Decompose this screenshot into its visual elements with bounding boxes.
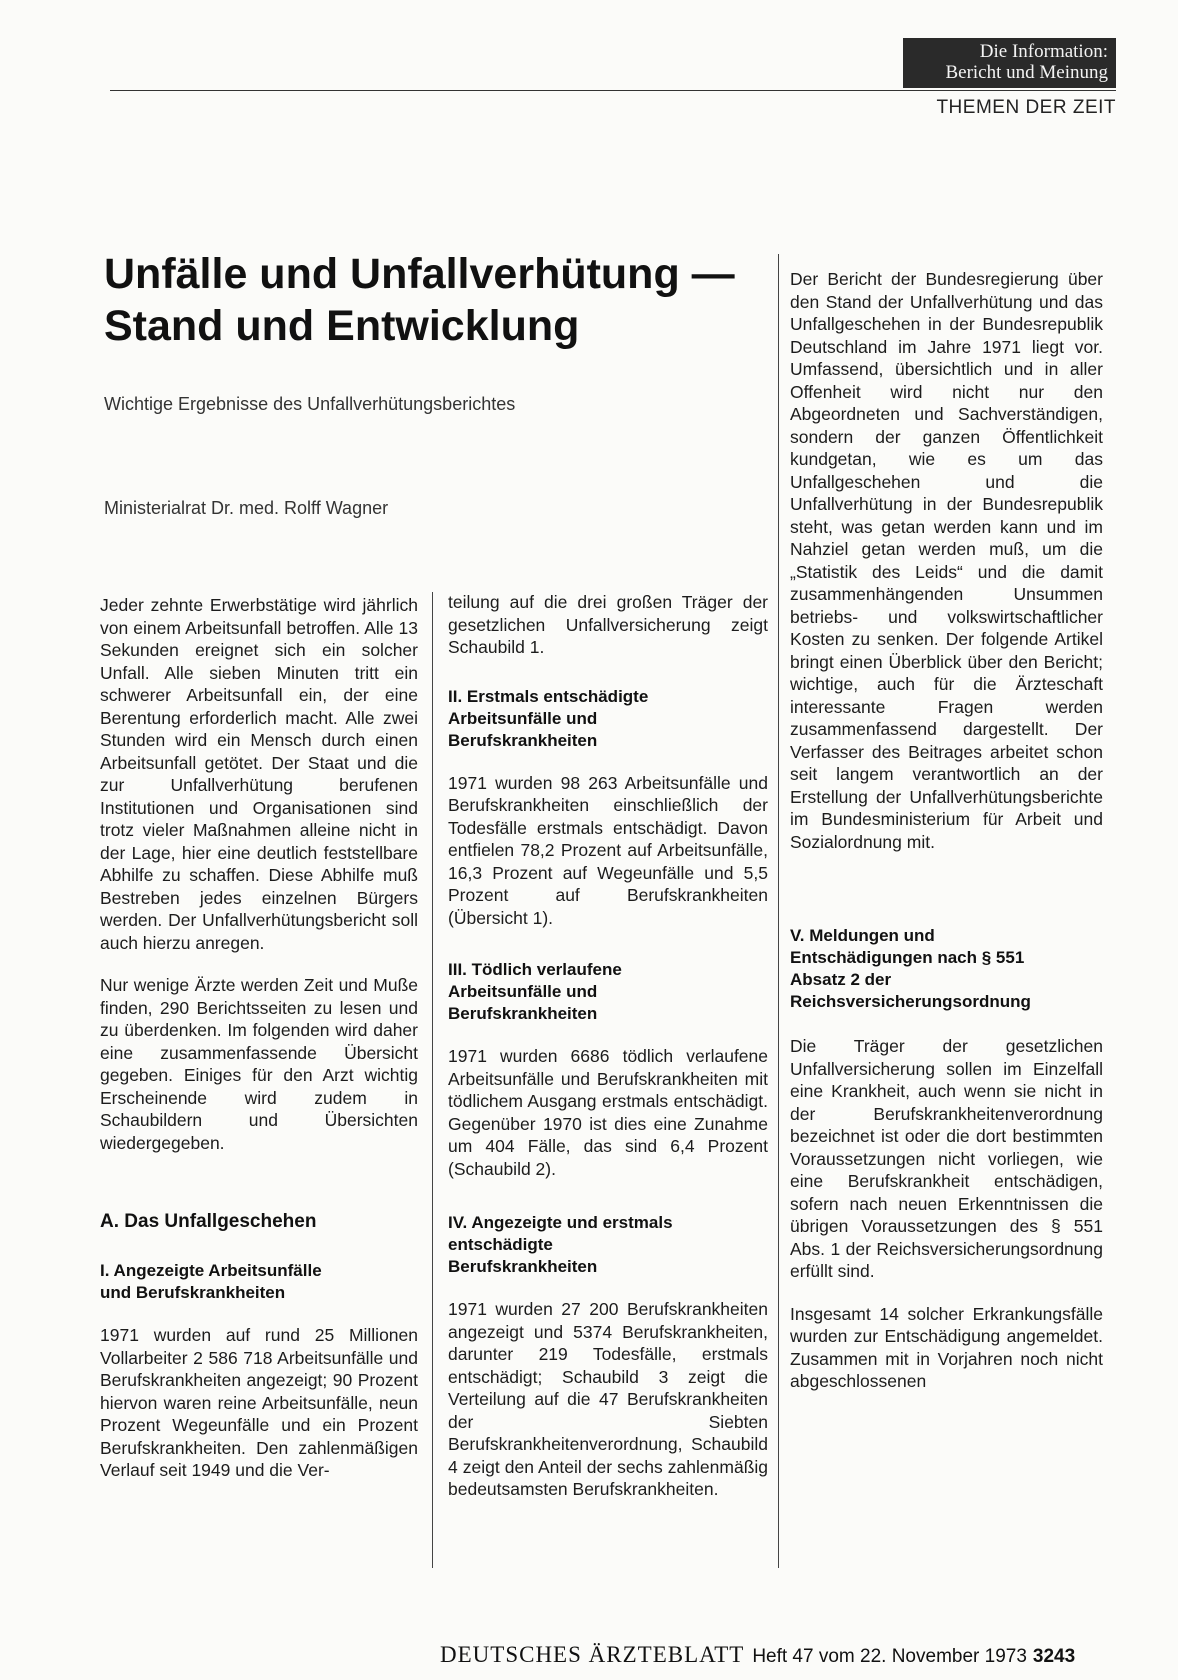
running-head: THEMEN DER ZEIT bbox=[936, 97, 1116, 118]
paragraph: Nur wenige Ärzte werden Zeit und Muße finden, 290 Berichtsseiten zu lesen und zu überdenken. Im folgenden wird daher eine zusammenfassende Übersicht gegeben. Einiges für den Arzt wichtig Erscheinende wird zudem in Schaubildern und Übersichten wiedergegeben. bbox=[100, 975, 418, 1153]
column-left bbox=[100, 594, 418, 1482]
subsection-heading-5: V. Meldungen und Entschädigungen nach § 551 Absatz 2 der Reichsversicherungsordnung bbox=[790, 926, 1031, 1011]
section-badge-line1: Die Information: bbox=[979, 41, 1108, 62]
subsection-heading-2: II. Erstmals entschädigte Arbeitsunfälle und Berufskrankheiten bbox=[448, 686, 649, 750]
intro-paragraph: Der Bericht der Bundesregierung über den Stand der Unfallverhütung und das Unfallgeschehen in der Bundesrepublik Deutschland im Jahre 1971 liegt vor. Umfassend, übersichtlich und in aller Offenheit wird nicht nur den Abgeordneten und Sachverständigen, sondern der ganzen Öffentlichkeit kundgetan, wie es um das Unfallgeschehen und die Unfallverhütung in der Bundesrepublik steht, was getan werden kann und im Nahziel getan werden muß, um die „Statistik des Leids“ und die damit zusammenhängenden Unsummen betriebs- und volkswirtschaftlicher Kosten zu senken. Der folgende Artikel bringt einen Überblick über den Bericht; wichtige, auch für die Ärzteschaft interessante Fragen werden zusammenfassend dargestellt. Der Verfasser des Beitrages arbeitet schon seit langem verantwortlich an der Erstellung der Unfallverhütungsberichte im Bundesministerium für Arbeit und Sozialordnung mit. bbox=[790, 269, 1103, 852]
paragraph: teilung auf die drei großen Träger der gesetzlichen Unfallversicherung zeigt Schaubild 1. bbox=[448, 592, 768, 657]
section-heading-a: A. Das Unfallgeschehen bbox=[100, 1211, 317, 1232]
article-title: Unfälle und Unfallverhütung — Stand und Entwicklung bbox=[104, 250, 735, 350]
paragraph: 1971 wurden 98 263 Arbeitsunfälle und Berufskrankheiten einschließlich der Todesfälle erstmals entschädigt. Davon entfielen 78,2 Prozent auf Arbeitsunfälle, 16,3 Prozent auf Wegeunfälle und 5,5 Prozent auf Berufskrankheiten (Übersicht 1). bbox=[448, 772, 768, 928]
paragraph: 1971 wurden auf rund 25 Millionen Vollarbeiter 2 586 718 Arbeitsunfälle und Berufskrankheiten angezeigt; 90 Prozent hiervon waren reine Arbeitsunfälle, neun Prozent Wegeunfälle und ein Prozent Berufskrankheiten. Den zahlenmäßigen Verlauf seit 1949 und die Ver- bbox=[100, 1325, 418, 1480]
paragraph: Die Träger der gesetzlichen Unfallversicherung sollen im Einzelfall eine Krankheit, auch wenn sie nicht in der Berufskrankheitenverordnung bezeichnet ist oder die dort bestimmten Voraussetzungen nicht vorliegen, wie eine Berufskrankheit entschädigen, sofern nach neuen Erkenntnissen die übrigen Voraussetzungen des § 551 Abs. 1 der Reichsversicherungsordnung erfüllt sind. bbox=[790, 1036, 1103, 1281]
page-footer bbox=[440, 1642, 1075, 1668]
column-right bbox=[790, 268, 1103, 1393]
subsection-heading-4: IV. Angezeigte und erstmals entschädigte Berufskrankheiten bbox=[448, 1213, 673, 1276]
section-badge bbox=[903, 38, 1116, 88]
column-divider-left bbox=[432, 592, 433, 1568]
journal-name: DEUTSCHES ÄRZTEBLATT bbox=[440, 1642, 745, 1667]
paragraph: Insgesamt 14 solcher Erkrankungsfälle wurden zur Entschädigung angemeldet. Zusammen mit in Vorjahren noch nicht abgeschlossenen bbox=[790, 1303, 1103, 1391]
page-number: 3243 bbox=[1032, 1646, 1076, 1667]
paragraph: Jeder zehnte Erwerbstätige wird jährlich von einem Arbeitsunfall betroffen. Alle 13 Sekunden ereignet sich ein solcher Unfall. Alle sieben Minuten tritt ein schwerer Arbeitsunfall ein, der eine Berentung erforderlich macht. Alle zwei Stunden wird ein Mensch durch einen Arbeitsunfall getötet. Der Staat und die zur Unfallverhütung berufenen Institutionen und Organisationen sind trotz vieler Maßnahmen alleine nicht in der Lage, hier eine deutlich feststellbare Abhilfe zu schaffen. Diese Abhilfe muß Bestreben jedes einzelnen Bürgers werden. Der Unfallverhütungsbericht soll auch hierzu anregen. bbox=[100, 595, 418, 953]
column-divider-right bbox=[778, 254, 779, 1568]
paragraph: 1971 wurden 6686 tödlich verlaufene Arbeitsunfälle und Berufskrankheiten mit tödlichem Ausgang erstmals entschädigt. Gegenüber 1970 ist dies eine Zunahme um 404 Fälle, das sind 6,4 Prozent (Schaubild 2). bbox=[448, 1046, 768, 1179]
section-badge-line2: Bericht und Meinung bbox=[945, 62, 1108, 83]
article-subtitle: Wichtige Ergebnisse des Unfallverhütungsberichtes bbox=[104, 394, 516, 414]
subsection-heading-1: I. Angezeigte Arbeitsunfälle und Berufskrankheiten bbox=[100, 1261, 322, 1302]
column-middle bbox=[448, 591, 768, 1501]
header-rule bbox=[110, 90, 1116, 91]
subsection-heading-3: III. Tödlich verlaufene Arbeitsunfälle und Berufskrankheiten bbox=[448, 960, 622, 1023]
issue-info: Heft 47 vom 22. November 1973 bbox=[752, 1646, 1027, 1667]
paragraph: 1971 wurden 27 200 Berufskrankheiten angezeigt und 5374 Berufskrankheiten, darunter 219 Todesfälle, erstmals entschädigt; Schaubild 3 zeigt die Verteilung auf die 47 Berufskrankheiten der Siebten Berufskrankheitenverordnung, Schaubild 4 zeigt den Anteil der sechs zahlenmäßig bedeutsamsten Berufskrankheiten. bbox=[448, 1299, 768, 1499]
article-author: Ministerialrat Dr. med. Rolff Wagner bbox=[104, 498, 389, 518]
